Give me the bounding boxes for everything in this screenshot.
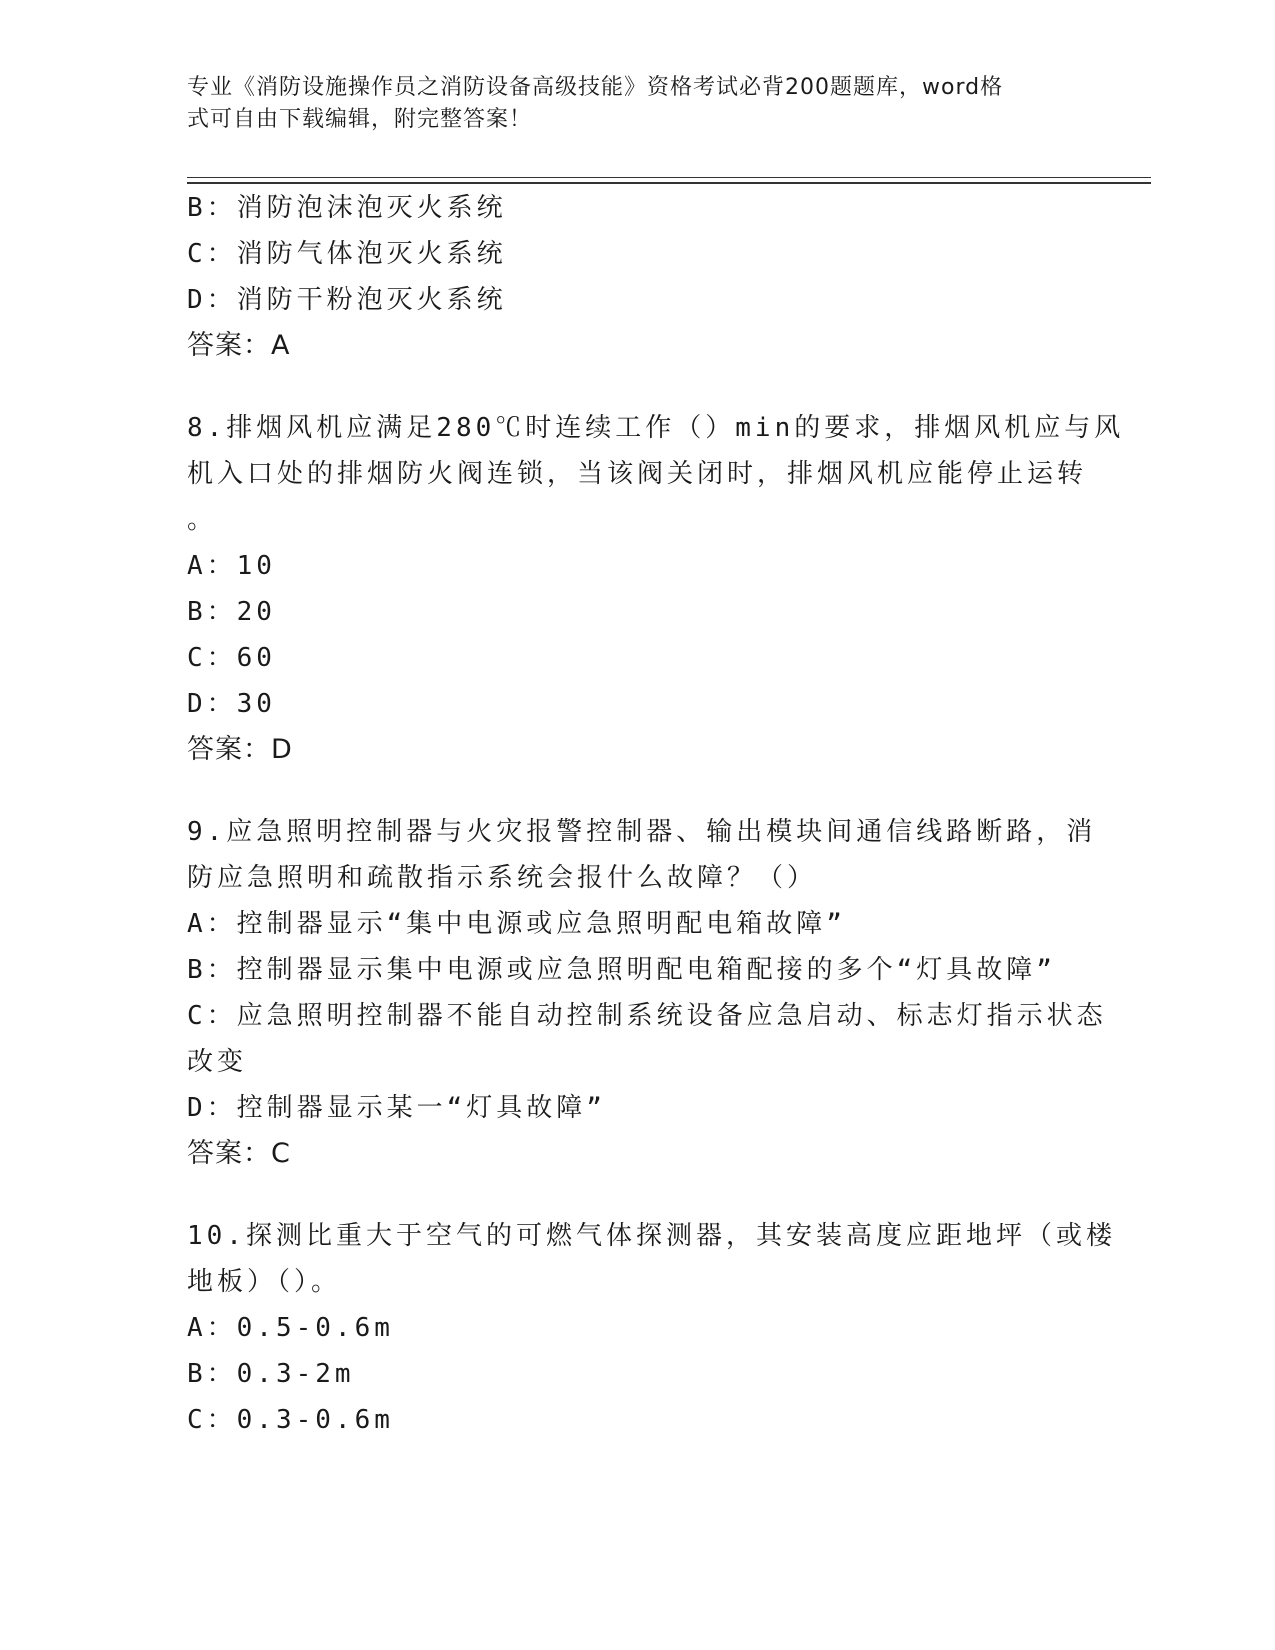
question-stem-line: 机入口处的排烟防火阀连锁，当该阀关闭时，排烟风机应能停止运转	[187, 459, 1088, 489]
option-a: A：10	[187, 551, 276, 581]
option-b: B：0.3-2m	[187, 1359, 355, 1389]
header-divider-thick	[187, 182, 1151, 184]
option-a: A：0.5-0.6m	[187, 1313, 394, 1343]
option-c: C：60	[187, 643, 276, 673]
answer-line: 答案：D	[187, 734, 293, 765]
question-stem-line: 10.探测比重大于空气的可燃气体探测器，其安装高度应距地坪（或楼	[187, 1221, 1116, 1251]
option-b: B：控制器显示集中电源或应急照明配电箱配接的多个“灯具故障”	[187, 955, 1056, 985]
option-c: C：0.3-0.6m	[187, 1405, 394, 1435]
option-c-continued: 改变	[187, 1047, 248, 1077]
header-line-2: 式可自由下载编辑，附完整答案！	[187, 107, 533, 132]
question-stem-line: 8.排烟风机应满足280℃时连续工作（）min的要求，排烟风机应与风	[187, 413, 1125, 443]
question-7-continued	[187, 185, 1087, 369]
question-stem-line: 9.应急照明控制器与火灾报警控制器、输出模块间通信线路断路，消	[187, 817, 1097, 847]
option-a: A：控制器显示“集中电源或应急照明配电箱故障”	[187, 909, 846, 939]
question-10	[187, 1213, 1116, 1443]
option-d: D：控制器显示某一“灯具故障”	[187, 1093, 606, 1123]
option-d: D：30	[187, 689, 276, 719]
question-stem-line: 地板）（）。	[187, 1267, 342, 1297]
option-d: D：消防干粉泡灭火系统	[187, 285, 507, 315]
question-8	[187, 405, 1125, 773]
header-divider-thin	[187, 177, 1151, 178]
document-header	[187, 72, 1067, 136]
question-stem-line: 防应急照明和疏散指示系统会报什么故障？（）	[187, 863, 818, 893]
header-line-1: 专业《消防设施操作员之消防设备高级技能》资格考试必背200题题库，word格	[187, 75, 1004, 100]
option-b: B：消防泡沫泡灭火系统	[187, 193, 507, 223]
answer-line: 答案：C	[187, 1138, 291, 1169]
question-list	[187, 185, 1125, 1443]
answer-line: 答案：A	[187, 330, 291, 361]
option-c: C：消防气体泡灭火系统	[187, 239, 507, 269]
option-b: B：20	[187, 597, 276, 627]
question-stem-line: 。	[187, 505, 218, 535]
question-9	[187, 809, 1107, 1177]
option-c: C：应急照明控制器不能自动控制系统设备应急启动、标志灯指示状态	[187, 1001, 1107, 1031]
